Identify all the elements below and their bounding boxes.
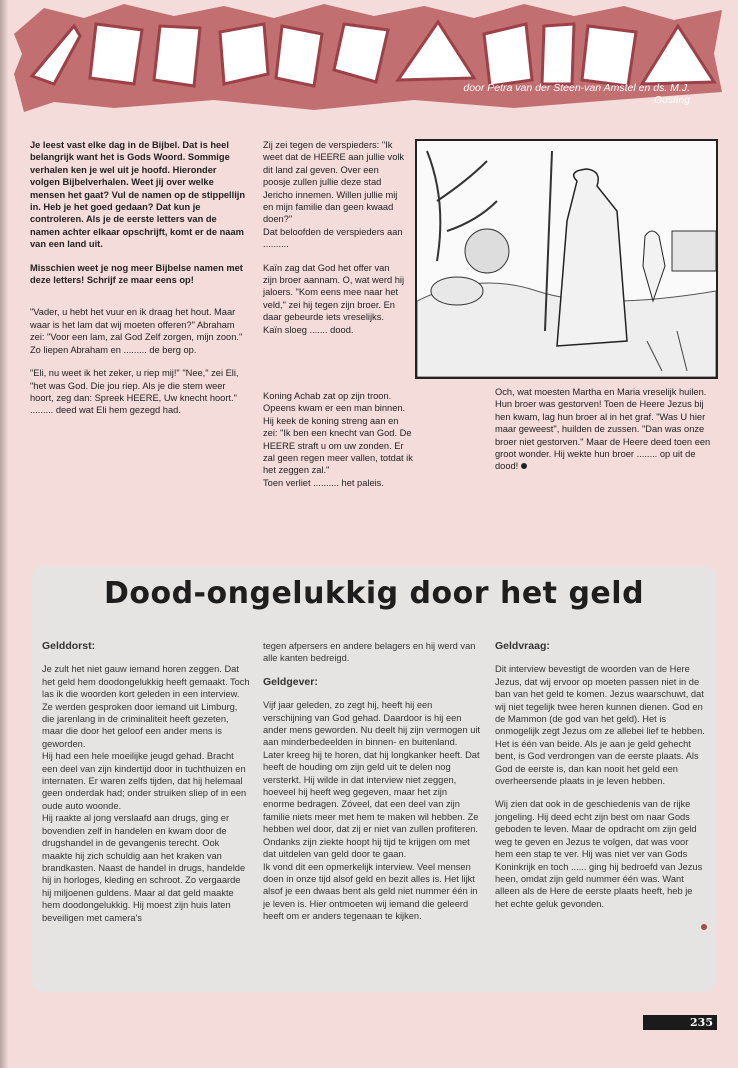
- article-title: Dood-ongelukkig door het geld: [103, 576, 645, 611]
- page-binding-shadow: [0, 0, 8, 1068]
- article-c3b: Wij zien dat ook in de geschiedenis van de rijke jongeling. Hij deed echt zijn best om naar Gods geboden te leven. Maar de opdracht om zijn geld weg te geven en Jezus te volgen, dat was voor hem een stap te ver. Hij was niet ver van Gods Koninkrijk en toch ...... ging hij bedroefd van Jezus heen, omdat zijn geld nummer één was. Want alleen als de Here de eerste plaats heeft, heb je het echte geluk gevonden.: [495, 799, 703, 909]
- heading-geldgever: Geldgever:: [263, 675, 318, 688]
- article-column-1: [42, 640, 250, 924]
- article-c1c: Hij raakte al jong verslaafd aan drugs, ging er bovendien zelf in handelen en kwam door de drugshandel in de gevangenis terecht. Ook maakte hij zich schuldig aan het kraken van brandkasten. Naast de handel in drugs, handelde hij in horloges, kleding en schroot. Zo vergaarde hij miljoenen guldens. Maar al dat geld maakte hem doodongelukkig. Hij moest zijn huis laten beveiligen met camera's: [42, 813, 246, 923]
- article-c2b: Vijf jaar geleden, zo zegt hij, heeft hij een verschijning van God gehad. Daardoor is hij een ander mens geworden. Nu deelt hij zijn vermogen uit aan minderbedeelden in binnen- en buitenland. Later kreeg hij te horen, dat hij longkanker heeft. Dat heeft de houding om zijn geld uit te delen nog versterkt. Hij wilde in dat interview niet zeggen, hoeveel hij heeft weg gegeven, maar het zijn enorme bedragen. Zóveel, dat een deel van zijn familie niets meer met hem te maken wil hebben. Ze hebben wel door, dat zij er niet van zullen profiteren. Ondanks zijn ziekte hoopt hij tijd te krijgen om met dat uitdelen van geld door te gaan.: [263, 700, 481, 860]
- column-1: [30, 139, 248, 428]
- sheep: [431, 277, 483, 305]
- story-abel: Kaïn zag dat God het offer van zijn broer aannam. O, wat werd hij jaloers. "Kom eens mee naar het veld," zei hij tegen zijn broer. En daar gebeurde iets vreselijks. Kaïn sloeg ....... dood.: [263, 262, 405, 335]
- article-column-3: [495, 640, 707, 934]
- heading-gelddorst: Gelddorst:: [42, 640, 96, 652]
- column-2-lower: [263, 390, 413, 500]
- article-c3: Dit interview bevestigt de woorden van de Here Jezus, dat wij ervoor op moeten passen niet in de ban van het geld te komen. Jezus waarschuwt, dat wij niet tegelijk twee heren kunnen dienen. God en de Mammon (de god van het geld). Het is onmogelijk zegt Jezus om ze allebei lief te hebben. Het is één van beide. Als je aan je geld gehecht bent, is God verdrongen van de eerste plaats. Als God de eerste is, dan kan nooit het geld een overheersende plaats in je leven hebben.: [495, 664, 705, 787]
- illustration-drawing: [417, 141, 716, 377]
- banner-letters: [32, 22, 714, 86]
- column-2: [263, 139, 405, 347]
- story-lazarus: Och, wat moesten Martha en Maria vreselijk huilen. Hun broer was gestorven! Toen de Heere Jezus bij hen kwam, lag hun broer al in het graf. "Was U hier maar geweest", huilden de zussen. "Dan was onze broer niet gestorven." Maar de Heere deed toen een groot wonder. Hij wekte hun broer ........ op uit de dood!: [495, 387, 711, 472]
- article-column-2: [263, 640, 481, 923]
- article-c2: tegen afpersers en andere belagers en hij werd van alle kanten bedreigd.: [263, 641, 476, 664]
- letter-d: [276, 26, 322, 86]
- letter-g: [220, 24, 268, 84]
- story-abraham: "Vader, u hebt het vuur en ik draag het hout. Maar waar is het lam dat wij moeten offeren?" Abraham zei: "Voor een lam, zal God Zelf zorgen, mijn zoon." Zo liepen Abraham en ......... de berg op.: [30, 307, 243, 355]
- byline: door Petra van der Steen-van Amstel en ds. M.J. Oosting: [463, 82, 690, 106]
- letter-u: [154, 26, 200, 86]
- article-end-dot: [701, 924, 707, 930]
- story-rachab: Zij zei tegen de verspieders: "Ik weet dat de HEERE aan jullie volk dit land zal geven. Over een poosje zullen jullie deze stad Jericho innemen. Willen jullie mij en mijn familie dan geen kwaad doen?" Dat beloofden de verspieders aan ..........: [263, 140, 405, 250]
- article-c1b: Hij had een hele moeilijke jeugd gehad. Bracht een deel van zijn kindertijd door in tuchthuizen en internaten. Er waren zelfs tijden, dat hij helemaal geen onderdak had; onder struiken sliep of in een oude auto woonde.: [42, 751, 247, 811]
- intro-paragraph-1: Je leest vast elke dag in de Bijbel. Dat is heel belangrijk want het is Gods Woord. Sommige verhalen ken je wel uit je hoofd. Hieronder volgen Bijbelverhalen. Weet jij over welke mensen het gaat? Vul de namen op de stippellijn in. Heb je het goed gedaan? Dat kun je controleren. Als je de eerste letters van de namen achter elkaar opschrijft, komt er de naam van een land uit.: [30, 140, 246, 250]
- article-c1: Je zult het niet gauw iemand horen zeggen. Dat het geld hem doodongelukkig heeft gemaakt. Toch las ik die woorden kort geleden in een interview. Ze werden gesproken door iemand uit Limburg, die jarenlang in de criminaliteit heeft gezeten, maar die door het geloof een ander mens is geworden.: [42, 664, 250, 749]
- story-samuel: "Eli, nu weet ik het zeker, u riep mij!" "Nee," zei Eli, "het was God. Die jou riep. Als je die stem weer hoort, zeg dan: Spreek HEERE, Uw knecht hoort." ......... deed wat Eli hem gezegd had.: [30, 368, 239, 416]
- article-c2c: Ik vond dit een opmerkelijk interview. Veel mensen doen in onze tijd alsof geld en bezit alles is. Het lijkt alsof je een dwaas bent als geld niet nummer één in je leven is. Hier ontmoeten wij iemand die geleerd heeft om er anders tegenaan te kijken.: [263, 861, 478, 922]
- letter-e: [90, 24, 142, 84]
- heading-geldvraag: Geldvraag:: [495, 640, 550, 652]
- intro-paragraph-2: Misschien weet je nog meer Bijbelse namen met deze letters! Schrijf ze maar eens op!: [30, 262, 243, 286]
- letter-i: [542, 24, 574, 84]
- bible-illustration: [415, 139, 718, 379]
- letter-g2: [484, 24, 532, 86]
- story-elia: Koning Achab zat op zijn troon. Opeens kwam er een man binnen. Hij keek de koning streng aan en zei: "Ik ben een knecht van God. De HEERE straft u om uw zonden. Er zal geen regen meer vallen, totdat ik het zeggen zal." Toen verliet .......... het paleis.: [263, 391, 413, 488]
- page-number: 235: [643, 1015, 717, 1030]
- letter-n: [582, 26, 636, 86]
- column-3: [495, 386, 720, 484]
- end-dot: [521, 463, 527, 469]
